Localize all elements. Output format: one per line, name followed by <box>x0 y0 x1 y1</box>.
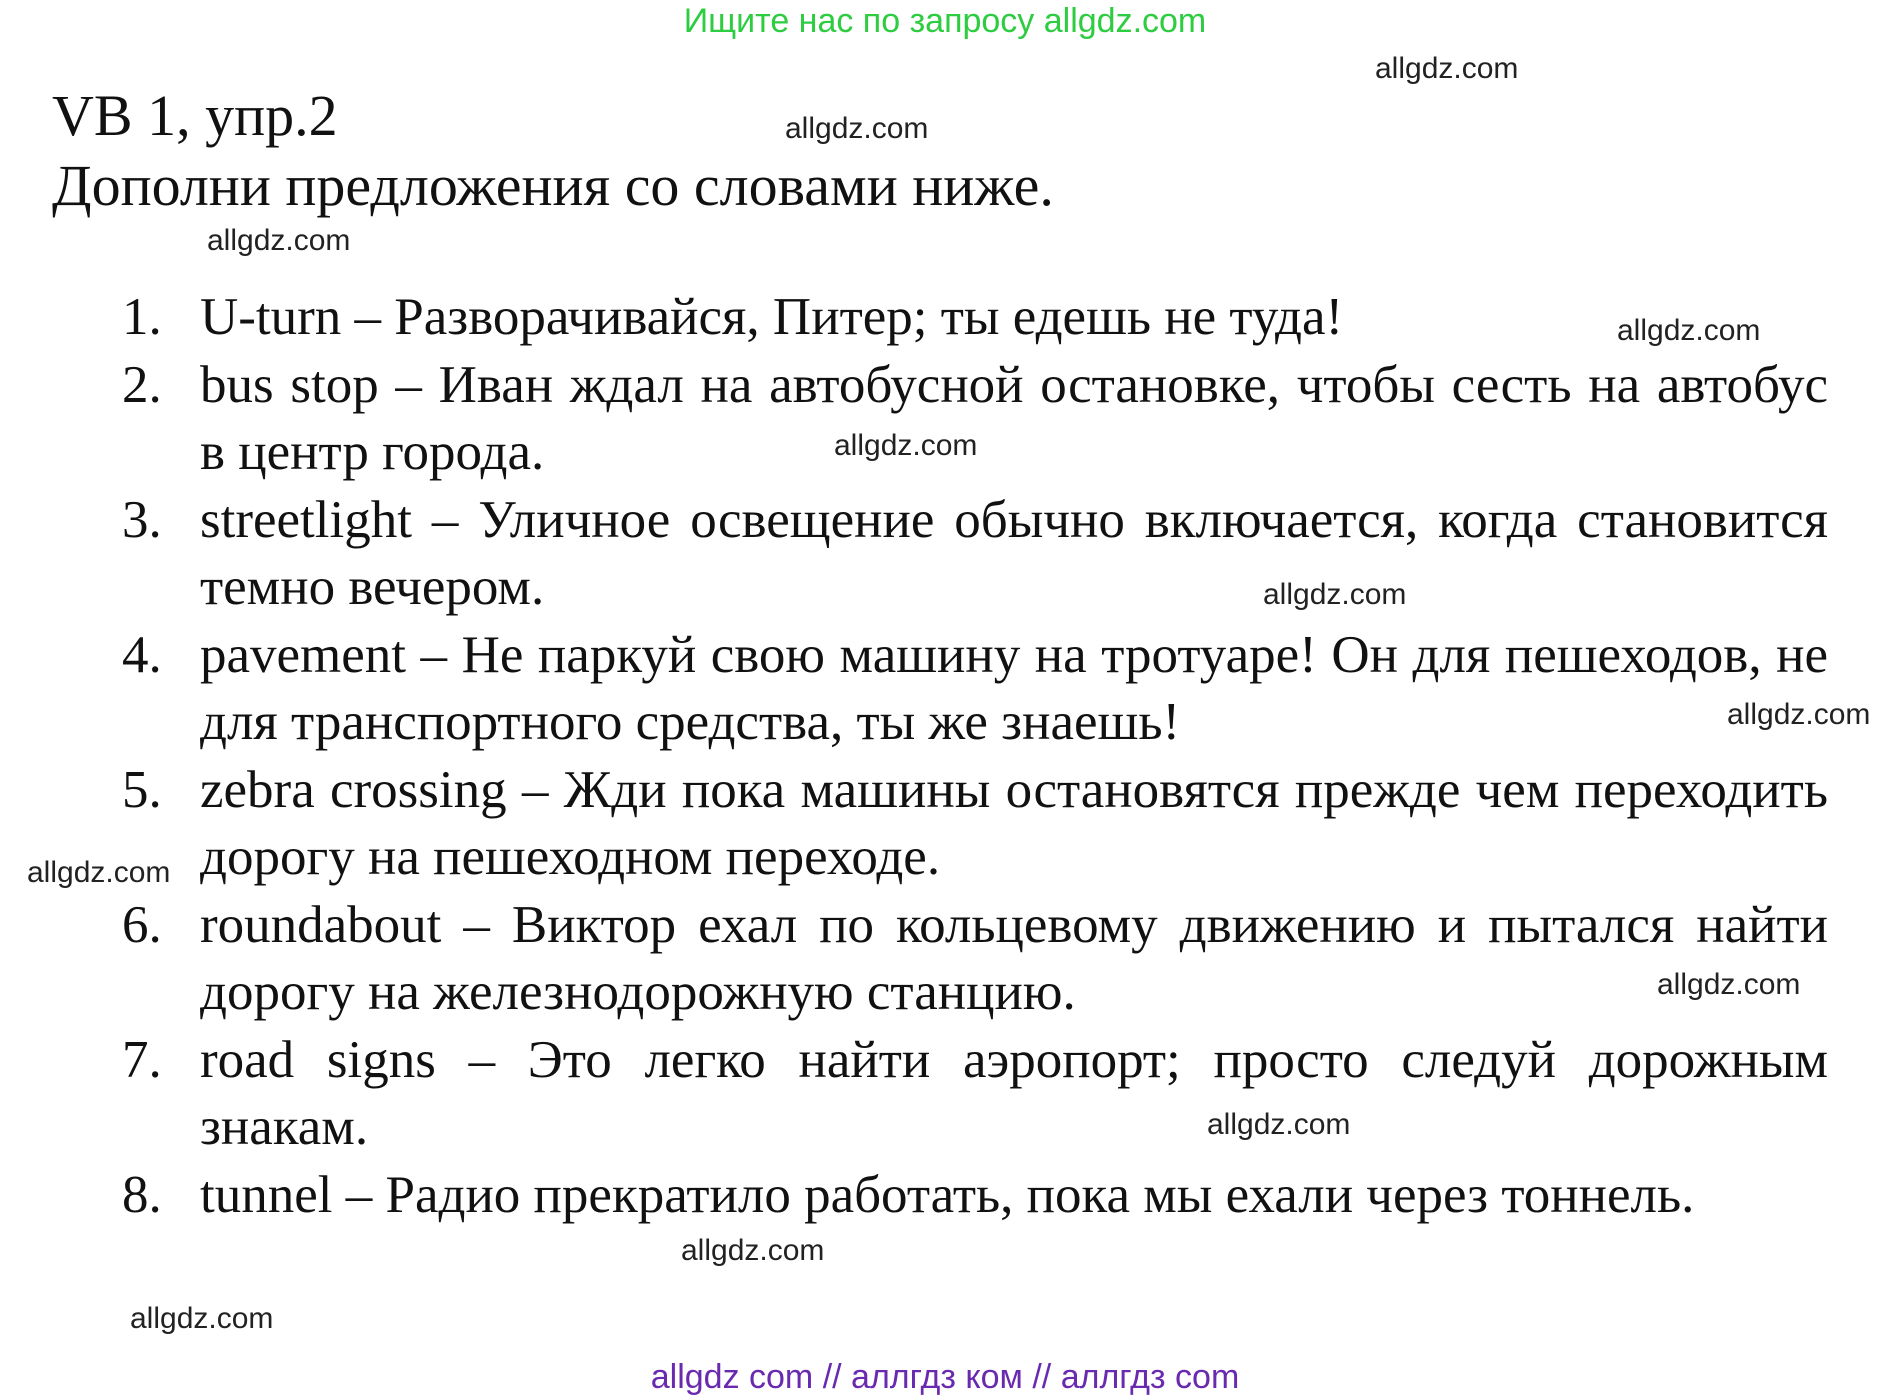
answer-number: 3. <box>122 490 162 549</box>
answer-list <box>122 284 1828 1229</box>
answer-text: zebra crossing – Жди пока машины остановятся прежде чем переходить дорогу на пешеходном переходе. <box>200 760 1828 886</box>
answer-text: U-turn – Разворачивайся, Питер; ты едешь не туда! <box>200 288 1344 346</box>
answer-text: tunnel – Радио прекратило работать, пока мы ехали через тоннель. <box>200 1165 1695 1224</box>
exercise-instruction: Дополни предложения со словами ниже. <box>52 153 1054 218</box>
top-banner[interactable]: Ищите нас по запросу allgdz.com <box>683 2 1207 40</box>
answer-item <box>122 622 1828 757</box>
watermark: allgdz.com <box>27 856 171 889</box>
answer-number: 1. <box>122 288 162 346</box>
exercise-heading: VB 1, упр.2 <box>52 83 338 148</box>
answer-item <box>122 1162 1828 1230</box>
answer-number: 6. <box>122 895 162 954</box>
watermark: allgdz.com <box>834 429 978 462</box>
answer-number: 7. <box>122 1030 162 1089</box>
watermark: allgdz.com <box>785 112 929 145</box>
answer-item <box>122 892 1828 1027</box>
answer-text: bus stop – Иван ждал на автобусной остановке, чтобы сесть на автобус в центр города. <box>200 355 1828 481</box>
watermark: allgdz.com <box>681 1234 825 1267</box>
watermark: allgdz.com <box>1617 314 1761 347</box>
answer-text: roundabout – Виктор ехал по кольцевому движению и пытался найти дорогу на железнодорожную станцию. <box>200 895 1828 1021</box>
watermark: allgdz.com <box>1727 698 1871 731</box>
watermark: allgdz.com <box>1375 52 1519 85</box>
watermark: allgdz.com <box>1263 578 1407 611</box>
answer-item <box>122 757 1828 892</box>
watermark: allgdz.com <box>130 1302 274 1335</box>
answer-text: road signs – Это легко найти аэропорт; просто следуй дорожным знакам. <box>200 1030 1828 1156</box>
watermark: allgdz.com <box>1207 1108 1351 1141</box>
answer-item <box>122 352 1828 487</box>
answer-number: 8. <box>122 1165 162 1224</box>
watermark: allgdz.com <box>207 224 351 257</box>
answer-number: 5. <box>122 760 162 819</box>
answer-number: 2. <box>122 355 162 414</box>
answer-number: 4. <box>122 625 162 684</box>
answer-item <box>122 1027 1828 1162</box>
footer-links[interactable]: allgdz com // аллгдз ком // аллгдз com <box>650 1358 1240 1396</box>
answer-item <box>122 284 1828 352</box>
answer-text: pavement – Не паркуй свою машину на тротуаре! Он для пешеходов, не для транспортного средства, ты же знаешь! <box>200 625 1828 751</box>
watermark: allgdz.com <box>1657 968 1801 1001</box>
answer-item <box>122 487 1828 622</box>
answer-text: streetlight – Уличное освещение обычно включается, когда становится темно вечером. <box>200 490 1828 616</box>
